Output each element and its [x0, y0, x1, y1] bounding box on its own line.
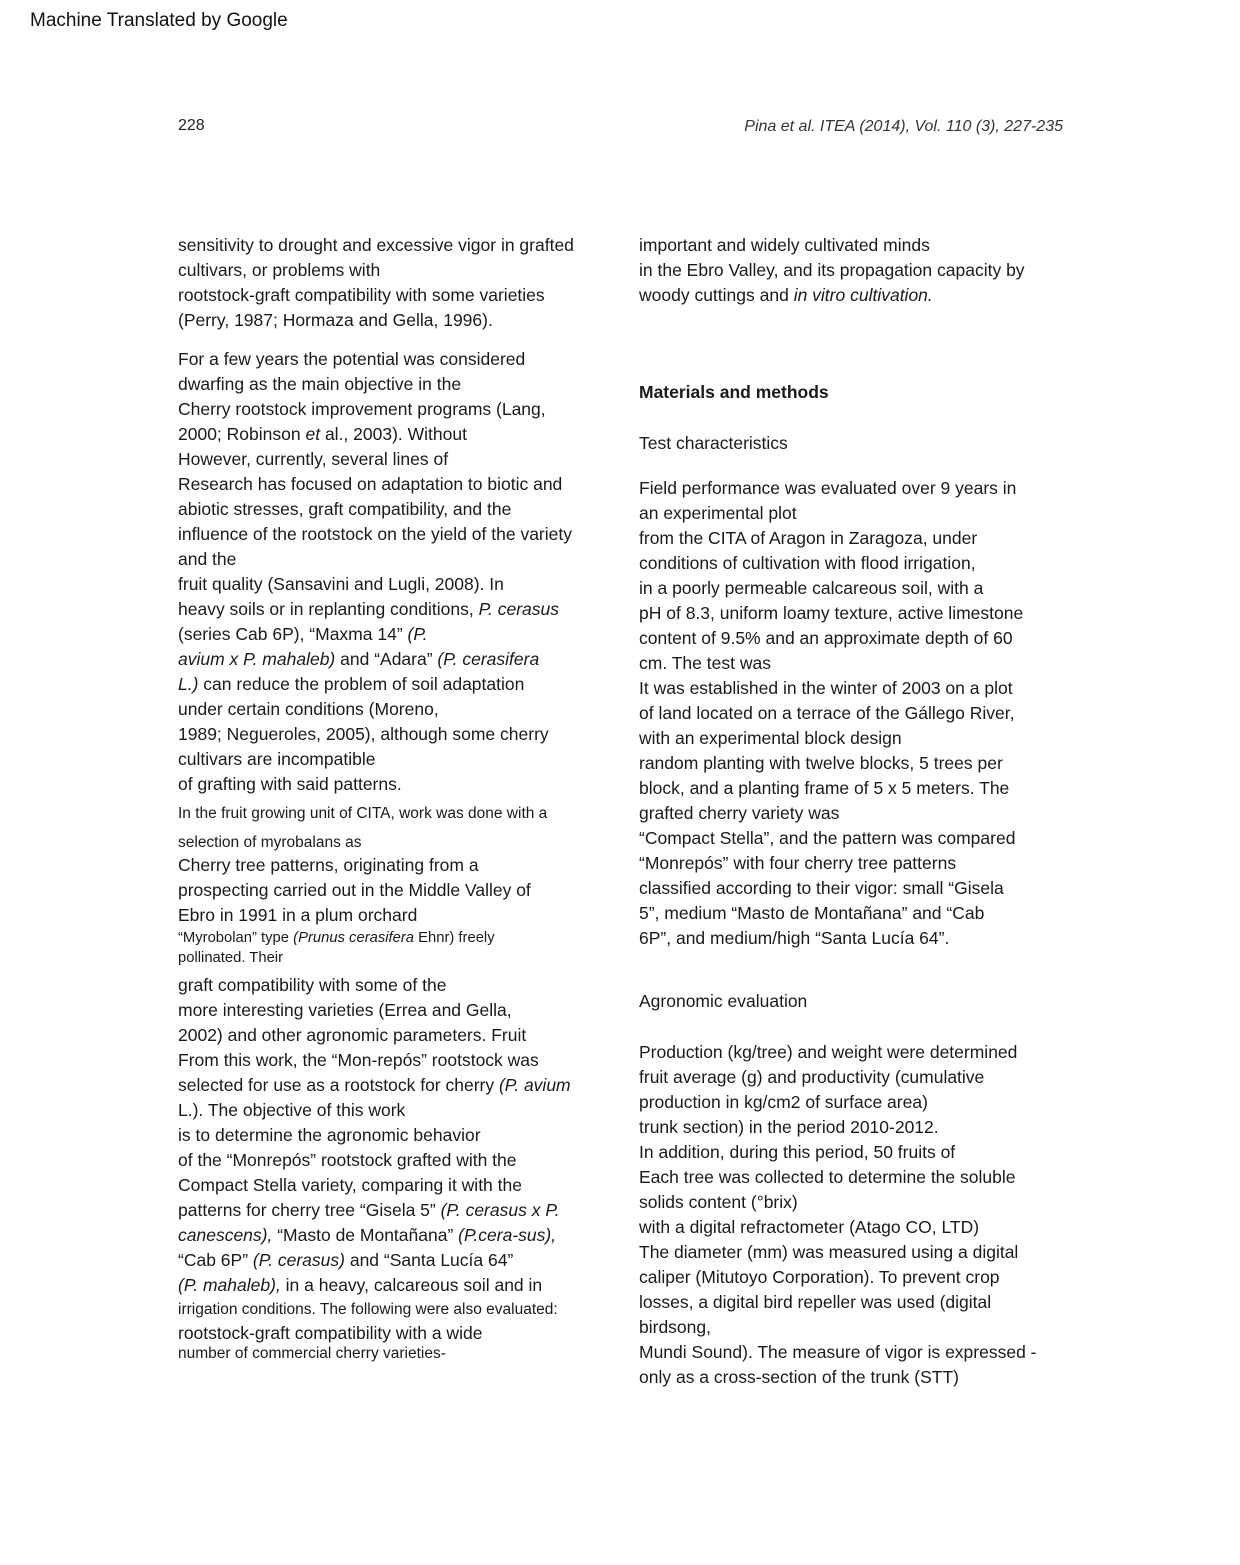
text-line: cultivars are incompatible	[178, 749, 376, 769]
text-line: losses, a digital bird repeller was used (digital	[639, 1292, 992, 1312]
section-heading-materials-methods: Materials and methods	[639, 382, 829, 402]
text-line: is to determine the agronomic behavior	[178, 1125, 481, 1145]
text-line: cm. The test was	[639, 653, 771, 673]
right-column	[639, 233, 1069, 1390]
text-line: abiotic stresses, graft compatibility, and the	[178, 499, 512, 519]
text-line: Ebro in 1991 in a plum orchard	[178, 905, 418, 925]
text-line: L.) can reduce the problem of soil adaptation	[178, 674, 525, 694]
text-line: heavy soils or in replanting conditions, P. cerasus	[178, 599, 560, 619]
text-line: 2002) and other agronomic parameters. Fruit	[178, 1025, 527, 1045]
text-line: of land located on a terrace of the Gállego River,	[639, 703, 1015, 723]
text-line: canescens), “Masto de Montañana” (P.cera-sus),	[178, 1225, 557, 1245]
text-line: 5”, medium “Masto de Montañana” and “Cab	[639, 903, 985, 923]
text-line: avium x P. mahaleb) and “Adara” (P. cerasifera	[178, 649, 540, 669]
text-line: trunk section) in the period 2010-2012.	[639, 1117, 939, 1137]
translation-banner: Machine Translated by Google	[30, 10, 288, 31]
text-line: block, and a planting frame of 5 x 5 meters. The	[639, 778, 1010, 798]
text-line: caliper (Mitutoyo Corporation). To prevent crop	[639, 1267, 1000, 1287]
text-line: “Myrobolan” type (Prunus cerasifera Ehnr) freely	[178, 930, 495, 946]
left-column	[178, 233, 618, 1363]
text-line: selected for use as a rootstock for cherry (P. avium	[178, 1075, 571, 1095]
text-line: content of 9.5% and an approximate depth of 60	[639, 628, 1013, 648]
paragraph-production	[639, 1040, 1069, 1390]
text-line: classified according to their vigor: small “Gisela	[639, 878, 1004, 898]
text-line: It was established in the winter of 2003 on a plot	[639, 678, 1013, 698]
text-line: Research has focused on adaptation to biotic and	[178, 474, 563, 494]
text-line: selection of myrobalans as	[178, 834, 362, 851]
subsection-heading-test-characteristics: Test characteristics	[639, 433, 788, 453]
text-line: patterns for cherry tree “Gisela 5” (P. cerasus x P.	[178, 1200, 560, 1220]
text-line: influence of the rootstock on the yield of the variety	[178, 524, 572, 544]
text-line: of grafting with said patterns.	[178, 774, 402, 794]
text-line: Mundi Sound). The measure of vigor is expressed -	[639, 1342, 1037, 1362]
text-line: 1989; Negueroles, 2005), although some cherry	[178, 724, 549, 744]
text-line: For a few years the potential was considered	[178, 349, 526, 369]
text-line: “Cab 6P” (P. cerasus) and “Santa Lucía 64”	[178, 1250, 514, 1270]
text-line: L.). The objective of this work	[178, 1100, 406, 1120]
text-line: conditions of cultivation with flood irrigation,	[639, 553, 976, 573]
paragraph-drought	[178, 233, 618, 333]
text-line: In the fruit growing unit of CITA, work was done with a	[178, 805, 548, 822]
text-line: Compact Stella variety, comparing it with the	[178, 1175, 522, 1195]
text-line: production in kg/cm2 of surface area)	[639, 1092, 928, 1112]
text-line: only as a cross-section of the trunk (STT)	[639, 1367, 959, 1387]
text-line: rootstock-graft compatibility with a wide	[178, 1323, 483, 1343]
text-line: prospecting carried out in the Middle Valley of	[178, 880, 531, 900]
text-line: 6P”, and medium/high “Santa Lucía 64”.	[639, 928, 950, 948]
text-line: and the	[178, 549, 237, 569]
text-line: an experimental plot	[639, 503, 797, 523]
text-line: Cherry rootstock improvement programs (Lang,	[178, 399, 546, 419]
text-line: Each tree was collected to determine the soluble	[639, 1167, 1016, 1187]
text-line: dwarfing as the main objective in the	[178, 374, 462, 394]
text-line: From this work, the “Mon-repós” rootstock was	[178, 1050, 539, 1070]
text-line: Production (kg/tree) and weight were determined	[639, 1042, 1018, 1062]
page-number: 228	[178, 117, 205, 134]
paragraph-cita-myrobalan	[178, 803, 618, 1363]
text-line: random planting with twelve blocks, 5 trees per	[639, 753, 1003, 773]
text-line: graft compatibility with some of the	[178, 975, 447, 995]
text-line: sensitivity to drought and excessive vigor in grafted	[178, 235, 574, 255]
text-line: 2000; Robinson et al., 2003). Without	[178, 424, 467, 444]
text-line: with a digital refractometer (Atago CO, LTD)	[639, 1217, 980, 1237]
text-line: from the CITA of Aragon in Zaragoza, under	[639, 528, 978, 548]
text-line: pH of 8.3, uniform loamy texture, active limestone	[639, 603, 1024, 623]
text-line: Cherry tree patterns, originating from a	[178, 855, 479, 875]
paragraph-field-performance	[639, 476, 1069, 951]
text-line: “Monrepós” with four cherry tree patterns	[639, 853, 957, 873]
text-line: birdsong,	[639, 1317, 711, 1337]
text-line: solids content (°brix)	[639, 1192, 798, 1212]
text-line: pollinated. Their	[178, 950, 284, 966]
text-line: cultivars, or problems with	[178, 260, 381, 280]
text-line: In addition, during this period, 50 fruits of	[639, 1142, 956, 1162]
running-head: Pina et al. ITEA (2014), Vol. 110 (3), 227-235	[744, 118, 1063, 135]
paragraph-ebro-valley	[639, 233, 1069, 308]
text-line: more interesting varieties (Errea and Gella,	[178, 1000, 512, 1020]
paragraph-dwarfing	[178, 347, 618, 797]
text-line: under certain conditions (Moreno,	[178, 699, 439, 719]
text-line: However, currently, several lines of	[178, 449, 449, 469]
text-line: fruit quality (Sansavini and Lugli, 2008). In	[178, 574, 504, 594]
text-line: important and widely cultivated minds	[639, 235, 930, 255]
text-line: irrigation conditions. The following were also evaluated:	[178, 1301, 558, 1318]
text-line: of the “Monrepós” rootstock grafted with the	[178, 1150, 517, 1170]
text-line: in a poorly permeable calcareous soil, with a	[639, 578, 984, 598]
text-line: grafted cherry variety was	[639, 803, 840, 823]
text-line: Field performance was evaluated over 9 years in	[639, 478, 1017, 498]
text-line: with an experimental block design	[639, 728, 902, 748]
text-line: rootstock-graft compatibility with some varieties	[178, 285, 545, 305]
text-line: fruit average (g) and productivity (cumulative	[639, 1067, 985, 1087]
text-line: (series Cab 6P), “Maxma 14” (P.	[178, 624, 428, 644]
text-line: (Perry, 1987; Hormaza and Gella, 1996).	[178, 310, 493, 330]
text-line: “Compact Stella”, and the pattern was compared	[639, 828, 1016, 848]
text-line: The diameter (mm) was measured using a digital	[639, 1242, 1019, 1262]
text-line: in the Ebro Valley, and its propagation capacity by	[639, 260, 1025, 280]
text-line: number of commercial cherry varieties-	[178, 1345, 446, 1362]
text-line: woody cuttings and in vitro cultivation.	[639, 285, 933, 305]
text-line: (P. mahaleb), in a heavy, calcareous soil and in	[178, 1275, 543, 1295]
subsection-heading-agronomic-evaluation: Agronomic evaluation	[639, 991, 808, 1011]
